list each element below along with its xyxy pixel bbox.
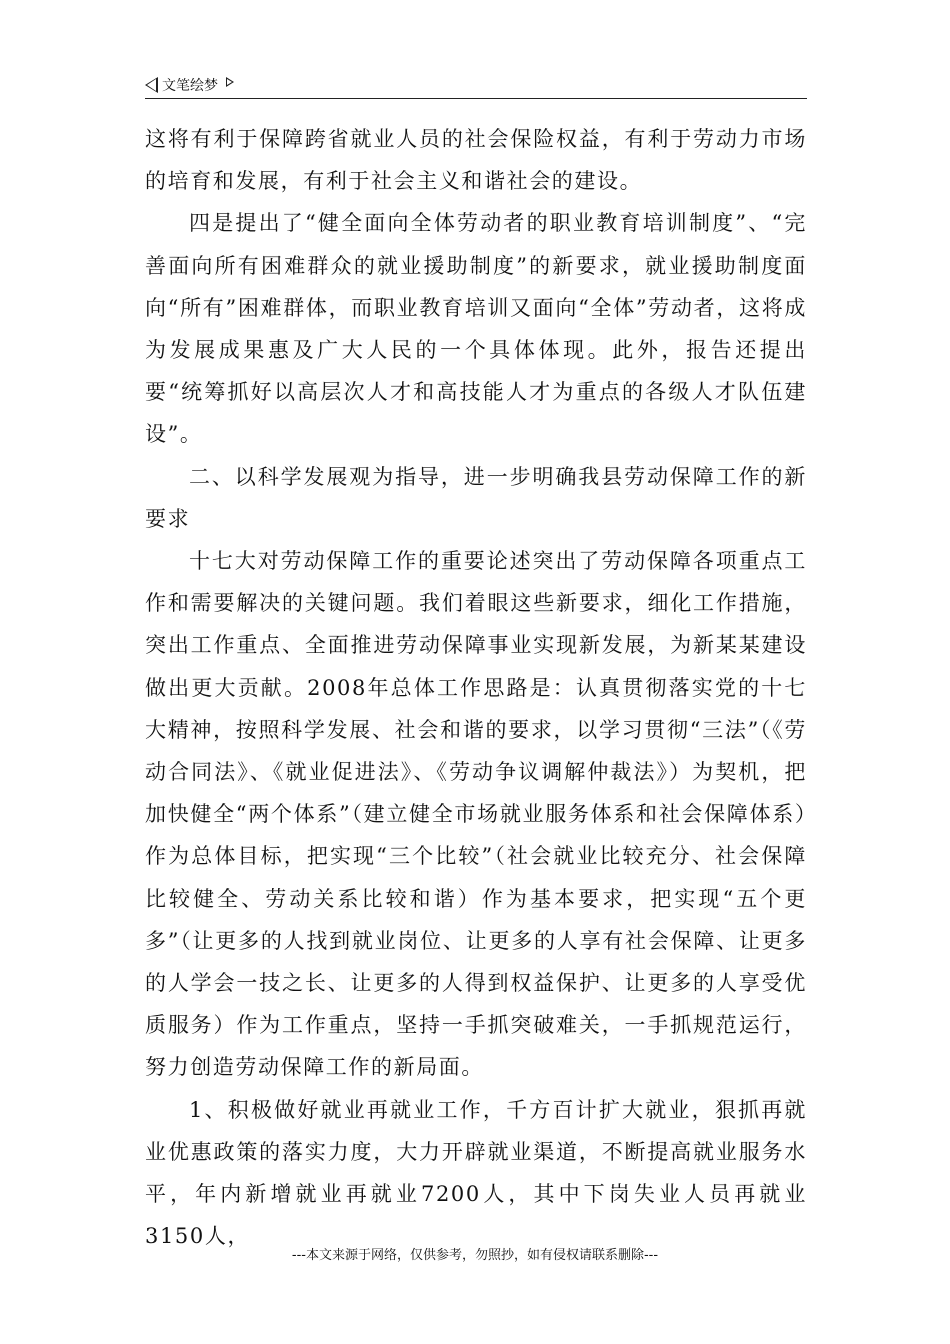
paragraph-work-plan: 十七大对劳动保障工作的重要论述突出了劳动保障各项重点工作和需要解决的关键问题。我们着眼这些新要求，细化工作措施，突出工作重点、全面推进劳动保障事业实现新发展，为新某某建设做出更大贡献。2008年总体工作思路是：认真贯彻落实党的十七大精神，按照科学发展、社会和谐的要求，以学习贯彻“三法”（《劳动合同法》、《就业促进法》、《劳动争议调解仲裁法》）为契机，把加快健全“两个体系”（建立健全市场就业服务体系和社会保障体系）作为总体目标，把实现“三个比较”（社会就业比较充分、社会保障比较健全、劳动关系比较和谐）作为基本要求，把实现“五个更多”（让更多的人找到就业岗位、让更多的人享有社会保障、让更多的人学会一技之长、让更多的人得到权益保护、让更多的人享受优质服务）作为工作重点，坚持一手抓突破难关，一手抓规范运行，努力创造劳动保障工作的新局面。 (145, 549, 807, 1080)
left-triangle-icon (145, 77, 158, 93)
page-header (145, 74, 807, 99)
header-content (145, 75, 234, 95)
right-triangle-icon (226, 77, 234, 87)
paragraph-employment: 1、积极做好就业再就业工作，千方百计扩大就业，狠抓再就业优惠政策的落实力度，大力开辟就业渠道，不断提高就业服务水平，年内新增就业再就业7200人，其中下岗失业人员再就业3150人， (145, 1097, 807, 1249)
paragraph-fourth-point: 四是提出了“健全面向全体劳动者的职业教育培训制度”、“完善面向所有困难群众的就业援助制度”的新要求，就业援助制度面向“所有”困难群体，而职业教育培训又面向“全体”劳动者，这将成为发展成果惠及广大人民的一个具体体现。此外，报告还提出要“统筹抓好以高层次人才和高技能人才为重点的各级人才队伍建设”。 (145, 211, 807, 447)
paragraph-continuation: 这将有利于保障跨省就业人员的社会保险权益，有利于劳动力市场的培育和发展，有利于社会主义和谐社会的建设。 (145, 127, 807, 194)
header-title: 文笔绘梦 (162, 78, 218, 94)
section-heading-two: 二、以科学发展观为指导，进一步明确我县劳动保障工作的新要求 (145, 464, 807, 531)
document-body (145, 118, 807, 1257)
page-footer: ---本文来源于网络，仅供参考，勿照抄，如有侵权请联系删除--- (291, 1248, 659, 1263)
